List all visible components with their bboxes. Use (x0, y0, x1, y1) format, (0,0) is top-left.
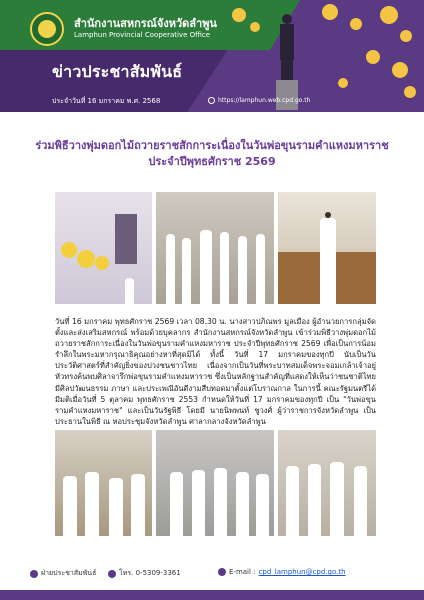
photo-person (109, 478, 123, 536)
news-body: วันที่ 16 มกราคม พุทธศักราช 2569 เวลา 08.30 น. นางสาวปภิณพร มูลเมือง ผู้อำนวยการกลุ่มจัดตั้งและส่งเสริมสหกรณ์ พร้อมด้วยบุคลากร สำนักงานสหกรณ์จังหวัดลำพูน เข้าร่วมพิธีวางพุ่มดอกไม้ถวายราชสักการะเนื่องในวันพ่อขุนรามคำแหงมหาราช ประจำปีพุทธศักราช 2569 เพื่อเป็นการน้อมรำลึกในพระมหากรุณาธิคุณอย่างหาที่สุดมิได้ ทั้งนี้ วันที่ 17 มกราคมของทุกปี นับเป็นวันประวัติศาสตร์ที่สำคัญยิ่งของปวงชนชาวไทย เนื่องจากเป็นวันที่พระบาทสมเด็จพระจอมเกล้าเจ้าอยู่หัวทรงค้นพบศิลาจารึกพ่อขุนรามคำแหงมหาราช ซึ่งเป็นหลักฐานสำคัญที่แสดงให้เห็นว่าชนชาติไทยมีศิลปวัฒนธรรม ภาษา และประเพณีอันดีงามสืบทอดมาตั้งแต่โบราณกาล ในการนี้ คณะรัฐมนตรีได้มีมติเมื่อวันที่ 5 ตุลาคม พุทธศักราช 2553 กำหนดให้วันที่ 17 มกราคมของทุกปี เป็น "วันพ่อขุนรามคำแหงมหาราช" และเป็นวันรัฐพิธี โดยมี นายนิพพนท์ ชูวงศ์ ผู้ว่าราชการจังหวัดลำพูน เป็นประธานในพิธี ณ หอประชุมจังหวัดลำพูน ศาลากลางจังหวัดลำพูน (55, 317, 376, 426)
news-headline (24, 138, 400, 170)
photo-person (170, 472, 183, 536)
headline-line-1: ร่วมพิธีวางพุ่มดอกไม้ถวายราชสักการะเนื่องในวันพ่อขุนรามคำแหงมหาราช (35, 139, 389, 152)
decorative-flower (400, 30, 412, 42)
photo-person (182, 238, 191, 304)
event-photo-1 (55, 192, 152, 304)
decorative-flower (338, 78, 348, 88)
photo-statue (115, 214, 137, 264)
decorative-flower (232, 8, 246, 22)
event-photo-2 (156, 192, 274, 304)
photo-person (63, 476, 77, 536)
footer-department (30, 568, 96, 579)
photo-person-head (325, 212, 331, 218)
event-photo-5 (156, 430, 274, 536)
globe-icon (208, 97, 215, 104)
footer-bottom-bar (0, 590, 424, 600)
headline-line-2: ประจำปีพุทธศักราช 2569 (148, 155, 276, 168)
footer-email-label: E-mail : (229, 568, 256, 576)
photo-person (214, 468, 227, 536)
logo-seal-icon (38, 20, 56, 38)
organization-name-thai: สำนักงานสหกรณ์จังหวัดลำพูน (74, 17, 217, 30)
photo-person (256, 474, 269, 536)
event-photo-4 (55, 430, 152, 536)
photo-person (125, 278, 134, 304)
photo-flower-decoration (77, 250, 95, 268)
website-url[interactable]: https://lamphun.web.cpd.go.th (218, 97, 311, 104)
event-photo-6 (278, 430, 376, 536)
event-photo-3 (278, 192, 376, 304)
user-icon (30, 570, 38, 578)
photo-flower-decoration (95, 256, 109, 270)
footer-email[interactable] (218, 568, 346, 576)
footer (0, 560, 424, 590)
photo-person (166, 234, 175, 304)
footer-phone-number: โทร. 0-5309-3361 (119, 569, 181, 577)
website-link[interactable] (208, 97, 310, 104)
monument-statue-image (272, 10, 302, 110)
header-banner (0, 0, 424, 112)
photo-person (200, 230, 212, 304)
decorative-flower (350, 18, 362, 30)
page-title: ข่าวประชาสัมพันธ์ (52, 62, 183, 81)
photo-flower-decoration (61, 242, 77, 258)
photo-person (192, 470, 205, 536)
photo-person (308, 464, 321, 536)
photo-person (85, 472, 99, 536)
photo-person (131, 474, 145, 536)
footer-email-address[interactable]: cpd_lamphun@cpd.go.th (258, 568, 346, 576)
photo-person (238, 236, 247, 304)
photo-person (220, 232, 229, 304)
photo-person (354, 466, 367, 536)
organization-logo (30, 12, 64, 46)
decorative-flower (380, 6, 398, 24)
decorative-flower (404, 86, 416, 98)
decorative-flower (322, 4, 338, 20)
photo-person (256, 234, 265, 304)
organization-name-english: Lamphun Provincial Cooperative Office (74, 31, 211, 39)
photo-person (286, 466, 299, 536)
footer-department-label: ฝ่ายประชาสัมพันธ์ (41, 569, 97, 577)
issue-date: ประจำวันที่ 16 มกราคม พ.ศ. 2568 (52, 97, 161, 105)
decorative-flower (392, 62, 408, 78)
photo-person (320, 218, 336, 304)
decorative-flower (250, 22, 260, 32)
phone-icon (108, 570, 116, 578)
mail-icon (218, 568, 226, 576)
decorative-flower (366, 50, 380, 64)
photo-person (236, 472, 249, 536)
photo-person (330, 462, 344, 536)
footer-phone (108, 568, 181, 579)
